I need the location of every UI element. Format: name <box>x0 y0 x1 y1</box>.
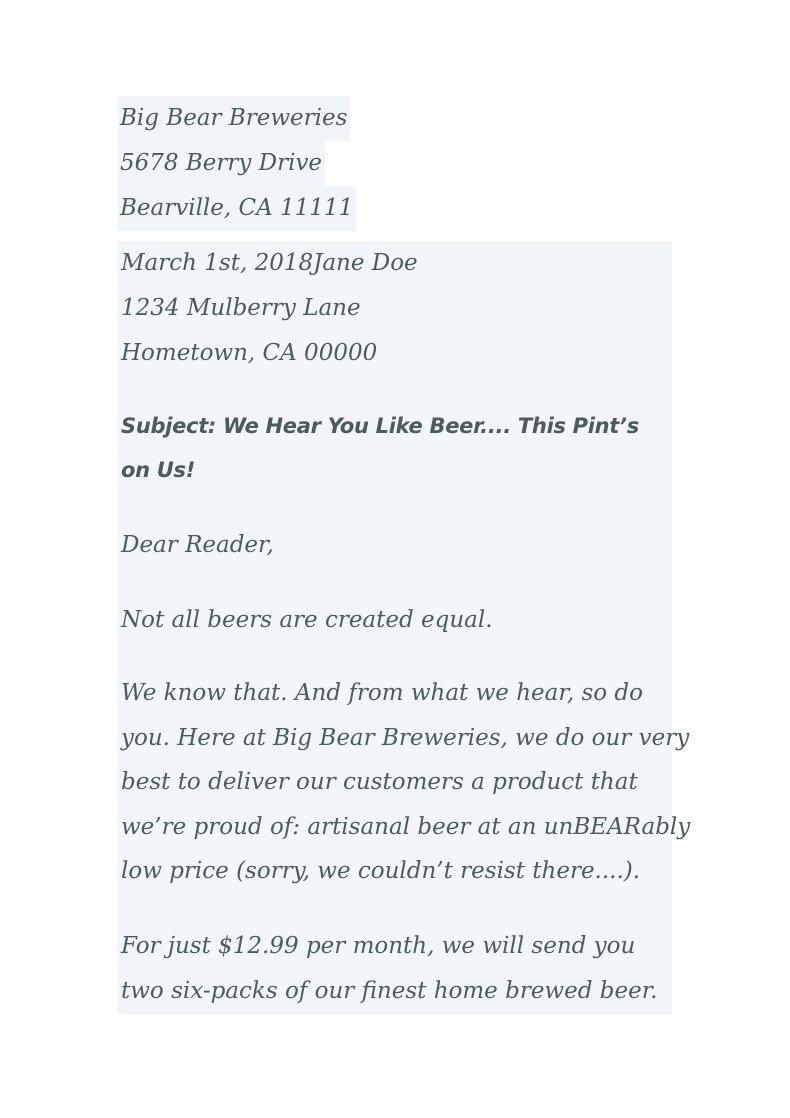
paragraph-body <box>121 671 690 894</box>
recipient-city: Hometown, CA 00000 <box>121 340 378 366</box>
paragraph-intro: Not all beers are created equal. <box>121 607 493 633</box>
paragraph-line: we’re proud of: artisanal beer at an unBEARably <box>121 813 691 840</box>
sender-street: 5678 Berry Drive <box>118 141 325 186</box>
sender-name: Big Bear Breweries <box>118 96 350 141</box>
letter-body <box>117 241 691 1014</box>
paragraph-line: low price (sorry, we couldn’t resist there....). <box>121 858 641 884</box>
paragraph-line: best to deliver our customers a product that <box>121 769 638 795</box>
paragraph-line: For just $12.99 per month, we will send you <box>121 933 636 959</box>
sender-address-block <box>118 96 356 231</box>
date-and-recipient-name: March 1st, 2018Jane Doe <box>121 250 418 276</box>
paragraph-line: We know that. And from what we hear, so do <box>121 680 643 706</box>
paragraph-line: you. Here at Big Bear Breweries, we do our very <box>121 724 690 751</box>
paragraph-line: two six-packs of our finest home brewed beer. <box>121 977 658 1004</box>
sender-city: Bearville, CA 11111 <box>118 186 356 231</box>
paragraph-offer <box>121 924 658 1013</box>
recipient-street: 1234 Mulberry Lane <box>121 295 361 321</box>
greeting: Dear Reader, <box>121 532 274 558</box>
recipient-address-block <box>121 241 418 376</box>
subject-line: Subject: We Hear You Like Beer.... This Pint’s on Us! <box>121 414 639 482</box>
